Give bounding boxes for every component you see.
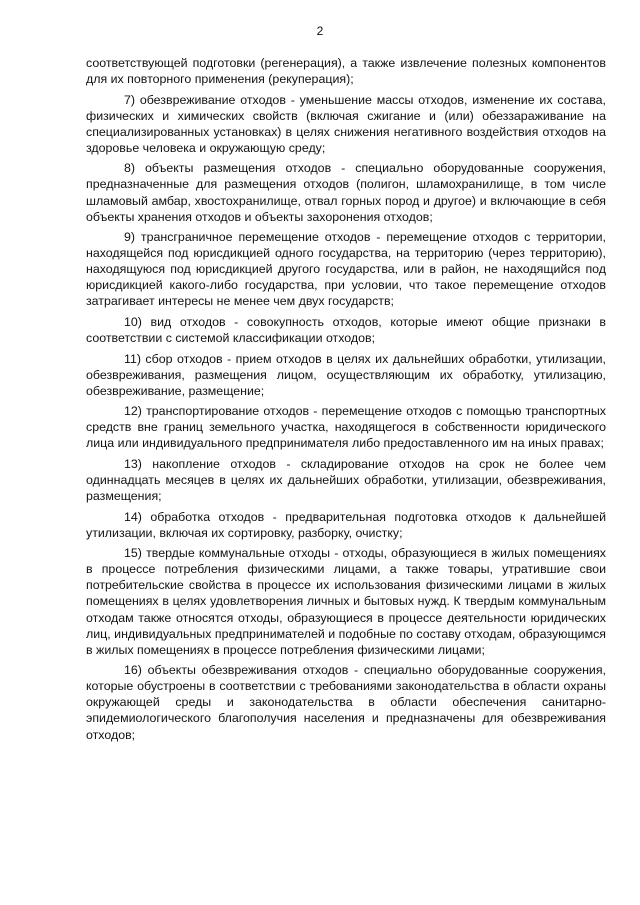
- page-number: 2: [316, 24, 324, 38]
- paragraph-item-12: 12) транспортирование отходов - перемещение отходов с помощью транспортных средств вне границ земельного участка, находящегося в собственности юридического лица или индивидуального предпринимателя либо предоставленного им на иных правах;: [86, 404, 606, 451]
- document-body: [86, 55, 606, 747]
- paragraph-item-11: 11) сбор отходов - прием отходов в целях их дальнейших обработки, утилизации, обезвреживания, размещения лицом, осуществляющим их обработку, утилизацию, обезвреживание, размещение;: [86, 351, 606, 398]
- paragraph-continuation: соответствующей подготовки (регенерация), а также извлечение полезных компонентов для их повторного применения (рекуперация);: [86, 56, 606, 87]
- paragraph-item-7: 7) обезвреживание отходов - уменьшение массы отходов, изменение их состава, физических и химических свойств (включая сжигание и (или) обеззараживание на специализированных установках) в целях снижения негативного воздействия отходов на здоровье человека и окружающую среду;: [86, 92, 606, 155]
- paragraph-item-13: 13) накопление отходов - складирование отходов на срок не более чем одиннадцать месяцев в целях их дальнейших обработки, утилизации, обезвреживания, размещения;: [86, 456, 606, 504]
- paragraph-item-15: 15) твердые коммунальные отходы - отходы, образующиеся в жилых помещениях в процессе потребления физическими лицами, а также товары, утратившие свои потребительские свойства в процессе их использования физическими лицами в жилых помещениях в целях удовлетворения личных и бытовых нужд. К твердым коммунальным отходам также относятся отходы, образующиеся в процессе деятельности юридических лиц, индивидуальных предпринимателей и подобные по составу отходам, образующимся в жилых помещениях в процессе потребления физическими лицами;: [86, 546, 606, 657]
- paragraph-item-16: 16) объекты обезвреживания отходов - специально оборудованные сооружения, которые обустроены в соответствии с требованиями законодательства в области охраны окружающей среды и законодательства в области обеспечения санитарно-эпидемиологического благополучия населения и предназначены для обезвреживания отходов;: [86, 663, 606, 742]
- paragraph-item-14: 14) обработка отходов - предварительная подготовка отходов к дальнейшей утилизации, включая их сортировку, разборку, очистку;: [86, 509, 606, 540]
- paragraph-item-8: 8) объекты размещения отходов - специально оборудованные сооружения, предназначенные для размещения отходов (полигон, шламохранилище, в том числе шламовый амбар, хвостохранилище, отвал горных пород и другое) и включающие в себя объекты хранения отходов и объекты захоронения отходов;: [86, 161, 606, 224]
- paragraph-item-9: 9) трансграничное перемещение отходов - перемещение отходов с территории, находящейся под юрисдикцией одного государства, на территорию (через территорию), находящуюся под юрисдикцией другого государства, или в район, не находящийся под юрисдикцией какого-либо государства, при условии, что такое перемещение отходов затрагивает интересы не менее чем двух государств;: [86, 230, 606, 309]
- paragraph-item-10: 10) вид отходов - совокупность отходов, которые имеют общие признаки в соответствии с системой классификации отходов;: [86, 314, 606, 346]
